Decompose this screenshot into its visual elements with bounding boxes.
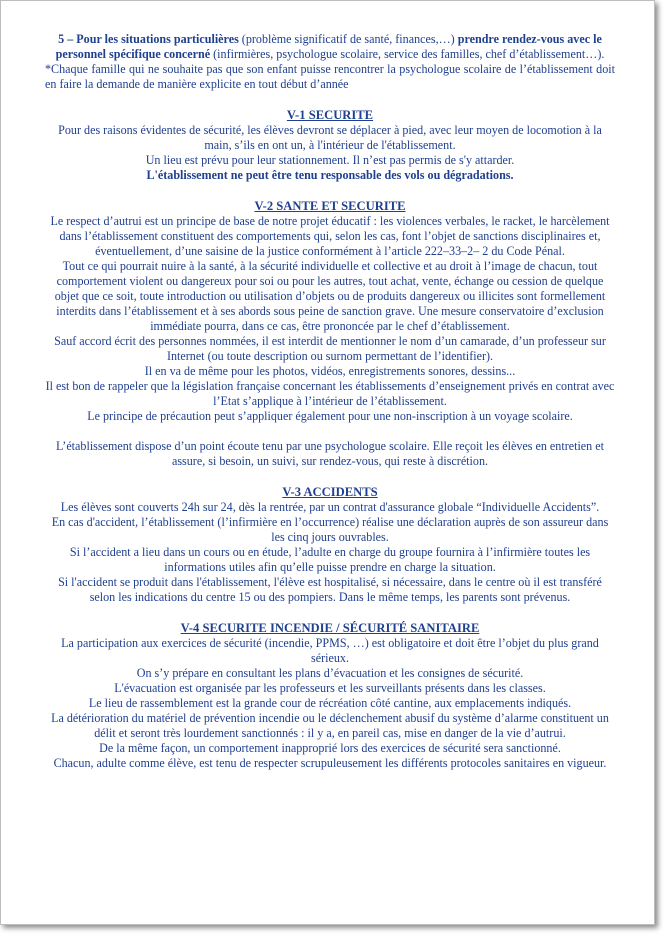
intro-normal-mid: (problème significatif de santé, finances,…) [238, 32, 458, 46]
paragraph: La détérioration du matériel de prévention incendie ou le déclenchement abusif du système d’alarme constituent un délit et seront très lourdement sanctionnés : il y a, en pareil cas, mise en danger de la vie d’autrui. [51, 711, 609, 740]
paragraph: En cas d'accident, l’établissement (l’infirmière en l’occurrence) réalise une déclaration auprès de son assureur dans les cinq jours ouvrables. [51, 515, 609, 544]
section-title-securite-incendie: V-4 SECURITE INCENDIE / SÉCURITÉ SANITAIRE [180, 621, 480, 635]
paragraph: Les élèves sont couverts 24h sur 24, dès la rentrée, par un contrat d'assurance globale “Individuelle Accidents”. [60, 500, 600, 514]
paragraph: De la même façon, un comportement inapproprié lors des exercices de sécurité sera sanctionné. [99, 741, 561, 755]
paragraph: Le principe de précaution peut s’appliquer également pour une non-inscription à un voyage scolaire. [87, 409, 573, 423]
intro-bold-end: prendre rendez-vous avec le personnel spécifique concerné [55, 32, 602, 61]
intro-normal-end: (infirmières, psychologue scolaire, service des familles, chef d’établissement…). [210, 47, 605, 61]
paragraph-bold: L'établissement ne peut être tenu responsable des vols ou dégradations. [146, 168, 514, 182]
spacer [45, 424, 615, 439]
spacer [45, 92, 615, 107]
intro-point-5 [45, 32, 615, 62]
paragraph: Il est bon de rappeler que la législation française concernant les établissements d’enseignement privés en contrat avec l’Etat s’applique à l’intérieur de l’établissement. [45, 379, 615, 408]
document-body [45, 32, 615, 771]
paragraph: Le respect d’autrui est un principe de base de notre projet éducatif : les violences verbales, le racket, le harcèlement dans l’établissement constituent des comportements qui, selon les cas, font l’objet de sanctions disciplinaires et, éventuellement, d’une saisine de la justice conformément à l’article 222–33–2– 2 du Code Pénal. [50, 214, 610, 258]
paragraph: Sauf accord écrit des personnes nommées, il est interdit de mentionner le nom d’un camarade, d’un professeur sur Internet (ou toute description ou surnom permettant de l’identifier). [54, 334, 606, 363]
paragraph: Un lieu est prévu pour leur stationnement. Il n’est pas permis de s'y attarder. [145, 153, 515, 167]
paragraph: Si l'accident se produit dans l'établissement, l'élève est hospitalisé, si nécessaire, dans le centre où il est transféré selon les indications du centre 15 ou des pompiers. Dans le même temps, les parents sont prévenus. [58, 575, 602, 604]
spacer [45, 469, 615, 484]
paragraph: Tout ce qui pourrait nuire à la santé, à la sécurité individuelle et collective et au droit à l’image de chacun, tout comportement violent ou dangereux pour soi ou pour les autres, tout achat, vente, échange ou cession de quelque objet que ce soit, toute introduction ou utilisation d’objets ou de produits dangereux ou illicites sont formellement interdits dans l’établissement et à ses abords sous peine de sanction grave. Une mesure conservatoire d’exclusion immédiate pourra, dans ce cas, être prononcée par le chef d’établissement. [54, 259, 606, 333]
paragraph: Le lieu de rassemblement est la grande cour de récréation côté cantine, aux emplacements indiqués. [88, 696, 572, 710]
section-title-accidents: V-3 ACCIDENTS [282, 485, 378, 499]
paragraph: L'évacuation est organisée par les professeurs et les surveillants présents dans les classes. [114, 681, 546, 695]
paragraph: Pour des raisons évidentes de sécurité, les élèves devront se déplacer à pied, avec leur moyen de locomotion à la main, s’ils en ont un, à l'intérieur de l'établissement. [58, 123, 602, 152]
section-title-securite: V-1 SECURITE [286, 108, 374, 122]
intro-bold-start: 5 – Pour les situations particulières [58, 32, 239, 46]
intro-note: *Chaque famille qui ne souhaite pas que son enfant puisse rencontrer la psychologue scolaire de l’établissement doit en faire la demande de manière explicite en tout début d’année [45, 62, 615, 91]
section-title-sante-securite: V-2 SANTE ET SECURITE [254, 199, 406, 213]
paragraph: La participation aux exercices de sécurité (incendie, PPMS, …) est obligatoire et doit être l’objet du plus grand sérieux. [61, 636, 599, 665]
spacer [45, 183, 615, 198]
paragraph: Chacun, adulte comme élève, est tenu de respecter scrupuleusement les différents protocoles sanitaires en vigueur. [53, 756, 607, 770]
paragraph: On s’y prépare en consultant les plans d’évacuation et les consignes de sécurité. [136, 666, 524, 680]
paragraph: L’établissement dispose d’un point écoute tenu par une psychologue scolaire. Elle reçoit les élèves en entretien et assure, si besoin, un suivi, sur rendez-vous, qui reste à discrétion. [56, 439, 604, 468]
paragraph: Il en va de même pour les photos, vidéos, enregistrements sonores, dessins... [144, 364, 516, 378]
spacer [45, 605, 615, 620]
paragraph: Si l’accident a lieu dans un cours ou en étude, l’adulte en charge du groupe fournira à l’infirmière toutes les informations utiles afin qu’elle puisse prendre en charge la situation. [69, 545, 591, 574]
